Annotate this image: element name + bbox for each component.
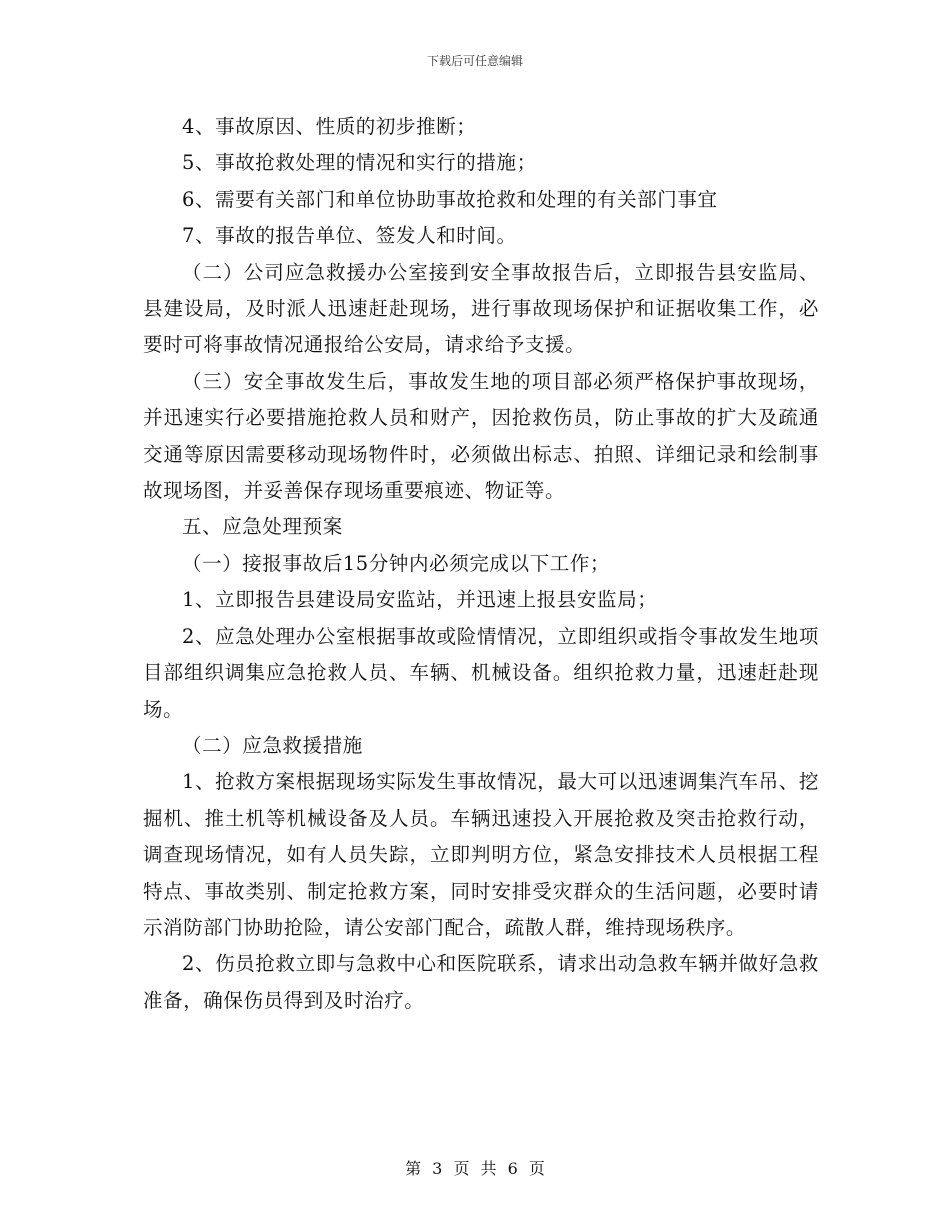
list-item-4: 4、事故原因、性质的初步推断； — [182, 115, 477, 138]
subsection-heading-15-min: （一）接报事故后15分钟内必须完成以下工作； — [182, 551, 611, 575]
list-item-casualty-rescue: 2、伤员抢救立即与急救中心和医院联系，请求出动急救车辆并做好急救准备，确保伤员得到及时治疗。 — [143, 952, 819, 1012]
document-body — [143, 109, 819, 1019]
paragraph-office-report: （二）公司应急救援办公室接到安全事故报告后，立即报告县安监局、县建设局，及时派人迅速赶赴现场，进行事故现场保护和证据收集工作，必要时可将事故情况通报给公安局，请求给予支援。 — [143, 260, 819, 357]
list-item-5: 5、事故抢救处理的情况和实行的措施； — [182, 151, 537, 175]
list-item-7: 7、事故的报告单位、签发人和时间。 — [182, 224, 517, 248]
list-item-report: 1、立即报告县建设局安监站，并迅速上报县安监局； — [182, 588, 658, 612]
subsection-heading-rescue-measures: （二）应急救援措施 — [182, 733, 363, 757]
paragraph-site-protection: （三）安全事故发生后，事故发生地的项目部必须严格保护事故现场，并迅速实行必要措施抢救人员和财产，因抢救伤员，防止事故的扩大及疏通交通等原因需要移动现场物件时，必须做出标志、拍照、详细记录和绘制事故现场图，并妥善保存现场重要痕迹、物证等。 — [143, 369, 819, 503]
page-footer: 第 3 页 共 6 页 — [405, 1159, 545, 1178]
list-item-dispatch: 2、应急处理办公室根据事故或险情情况，立即组织或指令事故发生地项目部组织调集应急抢救人员、车辆、机械设备。组织抢救力量，迅速赶赴现场。 — [143, 624, 819, 721]
list-item-rescue-plan: 1、抢救方案根据现场实际发生事故情况，最大可以迅速调集汽车吊、挖掘机、推土机等机械设备及人员。车辆迅速投入开展抢救及突击抢救行动，调查现场情况，如有人员失踪，立即判明方位，紧急安排技术人员根据工程特点、事故类别、制定抢救方案，同时安排受灾群众的生活问题，必要时请示消防部门协助抢险，请公安部门配合，疏散人群，维持现场秩序。 — [143, 770, 819, 939]
section-heading-emergency-plan: 五、应急处理预案 — [182, 515, 343, 539]
list-item-6: 6、需要有关部门和单位协助事故抢救和处理的有关部门事宜 — [182, 187, 718, 211]
page-header: 下载后可任意编辑 — [426, 54, 523, 68]
